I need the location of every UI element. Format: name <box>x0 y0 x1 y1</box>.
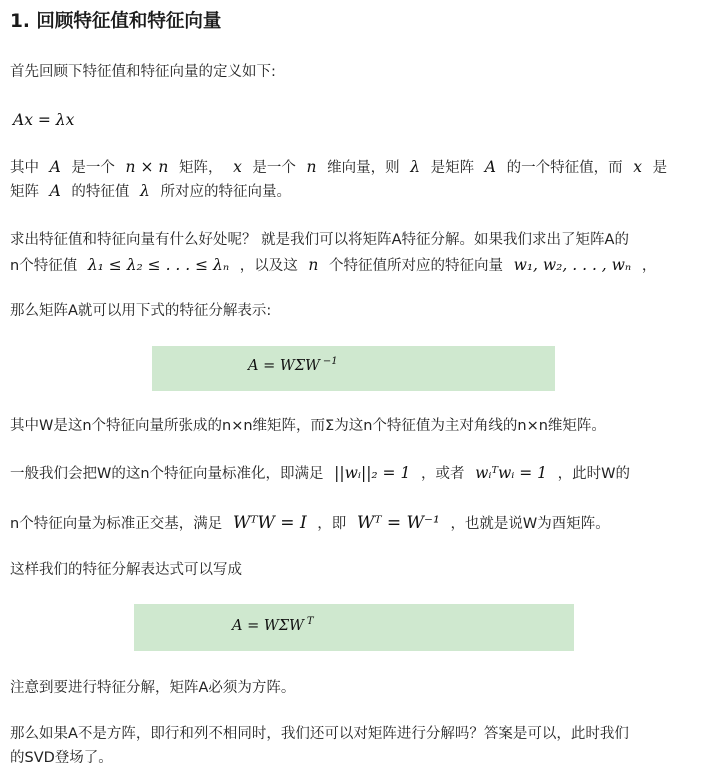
math-lambda: λ <box>140 182 150 200</box>
eq-eigendecomposition <box>248 358 338 374</box>
eq-lhs: A = WΣW <box>248 358 320 374</box>
matrix-w-paragraph: 其中W是这n个特征向量所张成的n×n维矩阵，而Σ为这n个特征值为主对角线的n×n维矩阵。 <box>10 418 606 434</box>
benefit-paragraph-line-2 <box>10 253 656 278</box>
section-heading: 1. 回顾特征值和特征向量 <box>10 11 222 32</box>
text: 所对应的特征向量。 <box>160 184 291 200</box>
math-lambda: λ <box>410 158 421 176</box>
text: 是 <box>652 160 668 176</box>
text: ，此时W的 <box>557 466 630 482</box>
note-paragraph: 注意到要进行特征分解，矩阵A必须为方阵。 <box>10 680 296 696</box>
intro-paragraph: 首先回顾下特征值和特征向量的定义如下: <box>10 64 276 80</box>
text: ，或者 <box>420 466 465 482</box>
svd-paragraph-line-1: 那么如果A不是方阵，即行和列不相同时，我们还可以对矩阵进行分解吗？答案是可以，此时我们 <box>10 726 629 742</box>
benefit-paragraph-line-1: 求出特征值和特征向量有什么好处呢？ 就是我们可以将矩阵A特征分解。如果我们求出了矩阵A的 <box>10 232 629 248</box>
math-wtw: wᵢᵀwᵢ = 1 <box>475 464 548 482</box>
text: ，以及这 <box>239 258 298 274</box>
math-x: x <box>633 158 642 176</box>
eq-exponent: −1 <box>322 356 338 368</box>
text: 是一个 <box>71 160 115 176</box>
math-eigenvectors: w₁, w₂, . . . , wₙ <box>513 256 632 274</box>
normalize-paragraph <box>10 461 630 486</box>
text: 个特征值所对应的特征向量 <box>328 258 503 274</box>
text: 矩阵 <box>10 184 39 200</box>
formula-box-eigendecomposition <box>152 346 555 391</box>
formula-box-orthogonal-decomposition <box>134 604 574 651</box>
eq-exponent: T <box>306 616 314 628</box>
where-paragraph-line-2 <box>10 179 291 204</box>
math-A: A <box>49 182 61 200</box>
math-A: A <box>49 158 61 176</box>
text: n个特征向量为标准正交基，满足 <box>10 516 223 532</box>
text: 其中 <box>10 160 39 176</box>
text: ，也就是说W为酉矩阵。 <box>450 516 610 532</box>
text: 的特征值 <box>71 184 130 200</box>
math-norm: ||wᵢ||₂ = 1 <box>334 464 411 482</box>
math-n-times-n: n × n <box>125 158 169 176</box>
text: 的一个特征值，而 <box>506 160 623 176</box>
where-paragraph-line-1 <box>10 155 667 180</box>
math-n: n <box>308 256 319 274</box>
text: ，即 <box>317 516 347 532</box>
math-wtw-identity: WᵀW = I <box>232 513 307 533</box>
eq-ax-lambda-x: Ax = λx <box>13 111 75 129</box>
rewrite-paragraph: 这样我们的特征分解表达式可以写成 <box>10 562 242 578</box>
text: n个特征值 <box>10 258 78 274</box>
math-eigenvalues: λ₁ ≤ λ₂ ≤ . . . ≤ λₙ <box>87 256 230 274</box>
math-x: x <box>233 158 242 176</box>
eq-lhs: A = WΣW <box>232 618 304 634</box>
math-n: n <box>306 158 317 176</box>
svd-paragraph-line-2: 的SVD登场了。 <box>10 750 113 766</box>
text: 是一个 <box>252 160 296 176</box>
math-A: A <box>484 158 496 176</box>
definition-equation <box>13 108 74 133</box>
text: 矩阵， <box>178 160 223 176</box>
math-transpose-inverse: Wᵀ = W⁻¹ <box>356 513 440 533</box>
text: 一般我们会把W的这n个特征向量标准化，即满足 <box>10 466 324 482</box>
text: ， <box>641 258 657 274</box>
text: 维向量，则 <box>327 160 400 176</box>
text: 是矩阵 <box>430 160 475 176</box>
orthonormal-paragraph <box>10 511 610 536</box>
eq-orthogonal-decomposition <box>232 618 314 634</box>
thus-paragraph: 那么矩阵A就可以用下式的特征分解表示: <box>10 303 272 319</box>
